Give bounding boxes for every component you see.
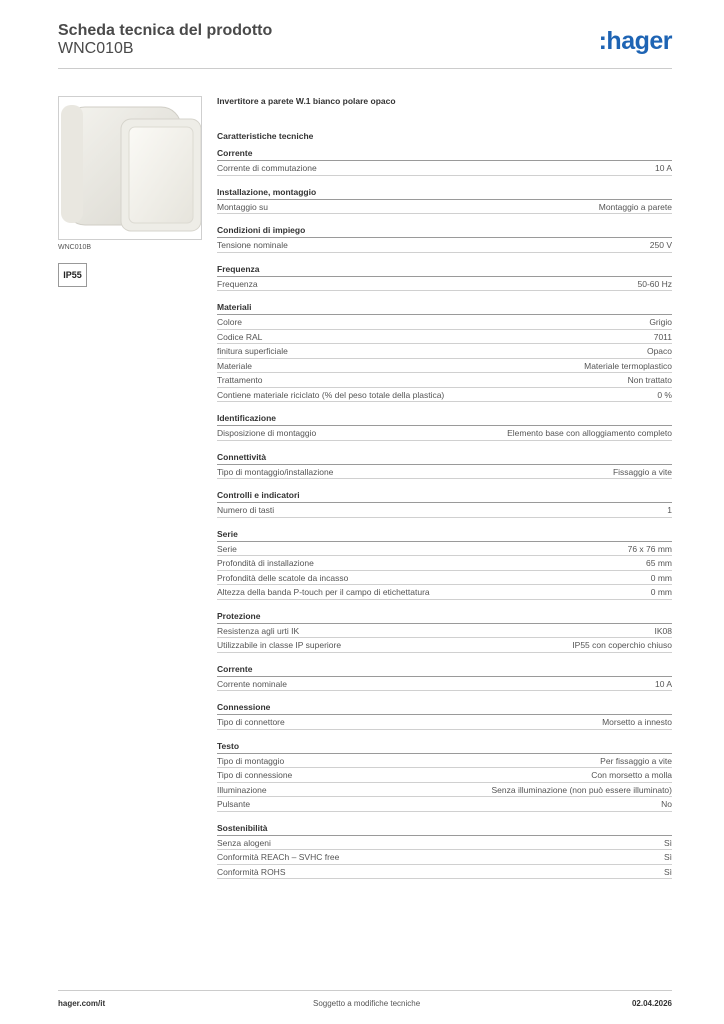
spec-row bbox=[217, 344, 672, 359]
spec-label: Trattamento bbox=[217, 375, 263, 385]
characteristics-heading: Caratteristiche tecniche bbox=[217, 131, 314, 141]
spec-value: 10 A bbox=[654, 678, 672, 689]
spec-value: 1 bbox=[667, 505, 672, 515]
spec-section bbox=[217, 740, 672, 812]
spec-section bbox=[217, 186, 672, 215]
spec-row bbox=[217, 373, 672, 388]
footer-website-link[interactable]: hager.com/it bbox=[58, 999, 106, 1008]
footer-date: 02.04.2026 bbox=[631, 999, 672, 1008]
spec-label: Tensione nominale bbox=[217, 240, 288, 250]
spec-value: No bbox=[661, 799, 672, 809]
spec-label: Profondità di installazione bbox=[217, 558, 314, 568]
section-title: Connessione bbox=[217, 701, 672, 715]
spec-section bbox=[217, 610, 672, 653]
spec-section bbox=[217, 263, 672, 292]
spec-value: 7011 bbox=[653, 331, 672, 342]
spec-value: IK08 bbox=[654, 625, 672, 636]
document-header bbox=[58, 22, 672, 69]
spec-section bbox=[217, 301, 672, 402]
spec-value: 250 V bbox=[649, 240, 672, 250]
hager-logo: :hager bbox=[598, 27, 672, 55]
spec-value: 10 A bbox=[654, 163, 672, 173]
spec-label: Numero di tasti bbox=[217, 505, 275, 515]
spec-label: Illuminazione bbox=[217, 784, 267, 795]
spec-section bbox=[217, 528, 672, 600]
spec-content bbox=[217, 95, 672, 879]
spec-row bbox=[217, 783, 672, 798]
document-title: Scheda tecnica del prodotto bbox=[58, 22, 273, 39]
section-title: Protezione bbox=[217, 610, 672, 624]
spec-label: finitura superficiale bbox=[217, 346, 288, 356]
spec-row bbox=[217, 426, 672, 441]
spec-value: Per fissaggio a vite bbox=[600, 755, 672, 766]
spec-label: Frequenza bbox=[217, 278, 258, 289]
spec-value: 50-60 Hz bbox=[637, 278, 672, 289]
spec-value: Grigio bbox=[649, 317, 672, 327]
spec-row bbox=[217, 585, 672, 600]
spec-row bbox=[217, 161, 672, 176]
spec-value: IP55 con coperchio chiuso bbox=[572, 640, 672, 650]
spec-label: Conformità ROHS bbox=[217, 866, 286, 877]
spec-section bbox=[217, 701, 672, 730]
spec-label: Corrente di commutazione bbox=[217, 163, 317, 173]
spec-row bbox=[217, 503, 672, 518]
spec-label: Serie bbox=[217, 543, 237, 554]
spec-row bbox=[217, 315, 672, 330]
spec-label: Resistenza agli urti IK bbox=[217, 625, 300, 636]
spec-row bbox=[217, 238, 672, 253]
spec-label: Conformità REACh – SVHC free bbox=[217, 852, 340, 862]
section-title: Sostenibilità bbox=[217, 822, 672, 836]
spec-label: Tipo di connettore bbox=[217, 717, 285, 727]
spec-label: Utilizzabile in classe IP superiore bbox=[217, 640, 342, 650]
spec-row bbox=[217, 465, 672, 480]
spec-section bbox=[217, 412, 672, 441]
spec-label: Contiene materiale riciclato (% del peso totale della plastica) bbox=[217, 389, 445, 400]
spec-value: 0 mm bbox=[650, 587, 672, 597]
spec-value: Opaco bbox=[646, 346, 672, 356]
section-title: Installazione, montaggio bbox=[217, 186, 672, 200]
spec-value: Sì bbox=[663, 866, 672, 877]
section-title: Controlli e indicatori bbox=[217, 489, 672, 503]
spec-value: Elemento base con alloggiamento completo bbox=[507, 428, 672, 438]
spec-section bbox=[217, 224, 672, 253]
spec-row bbox=[217, 715, 672, 730]
spec-row bbox=[217, 850, 672, 865]
spec-row bbox=[217, 865, 672, 880]
spec-row bbox=[217, 388, 672, 403]
spec-row bbox=[217, 330, 672, 345]
spec-label: Tipo di montaggio bbox=[217, 755, 285, 766]
spec-row bbox=[217, 277, 672, 292]
document-footer bbox=[58, 990, 672, 1012]
spec-section bbox=[217, 489, 672, 518]
spec-value: Senza illuminazione (non può essere illuminato) bbox=[491, 784, 672, 795]
section-title: Identificazione bbox=[217, 412, 672, 426]
spec-row bbox=[217, 624, 672, 639]
spec-label: Senza alogeni bbox=[217, 837, 271, 848]
section-title: Materiali bbox=[217, 301, 672, 315]
spec-section bbox=[217, 663, 672, 692]
spec-section bbox=[217, 822, 672, 880]
footer-disclaimer: Soggetto a modifiche tecniche bbox=[313, 999, 421, 1008]
section-title: Serie bbox=[217, 528, 672, 542]
spec-value: 0 % bbox=[657, 389, 672, 400]
spec-row bbox=[217, 359, 672, 374]
spec-row bbox=[217, 677, 672, 692]
spec-row bbox=[217, 571, 672, 586]
spec-section bbox=[217, 451, 672, 480]
spec-label: Profondità delle scatole da incasso bbox=[217, 572, 349, 583]
spec-value: Fissaggio a vite bbox=[612, 466, 672, 477]
photo-caption: WNC010B bbox=[58, 244, 92, 251]
spec-section bbox=[217, 147, 672, 176]
spec-label: Tipo di montaggio/installazione bbox=[217, 466, 334, 477]
spec-label: Pulsante bbox=[217, 799, 251, 809]
spec-value: Sì bbox=[663, 837, 672, 848]
spec-row bbox=[217, 638, 672, 653]
wall-switch-image bbox=[59, 97, 201, 239]
section-title: Condizioni di impiego bbox=[217, 224, 672, 238]
spec-value: Sì bbox=[663, 852, 672, 862]
ip-rating-badge: IP55 bbox=[58, 263, 87, 287]
spec-value: Materiale termoplastico bbox=[584, 360, 672, 371]
spec-row bbox=[217, 836, 672, 851]
spec-label: Montaggio su bbox=[217, 201, 269, 212]
section-title: Corrente bbox=[217, 663, 672, 677]
spec-label: Corrente nominale bbox=[217, 678, 287, 689]
spec-row bbox=[217, 797, 672, 812]
spec-label: Materiale bbox=[217, 360, 252, 371]
spec-label: Colore bbox=[217, 317, 243, 327]
spec-value: 76 x 76 mm bbox=[627, 543, 672, 554]
product-name: Invertitore a parete W.1 bianco polare opaco bbox=[217, 96, 396, 106]
spec-label: Codice RAL bbox=[217, 331, 263, 342]
section-title: Connettività bbox=[217, 451, 672, 465]
section-title: Testo bbox=[217, 740, 672, 754]
spec-row bbox=[217, 768, 672, 783]
spec-value: Morsetto a innesto bbox=[602, 717, 672, 727]
section-title: Corrente bbox=[217, 147, 672, 161]
spec-value: Non trattato bbox=[627, 375, 672, 385]
spec-row bbox=[217, 556, 672, 571]
spec-value: 65 mm bbox=[646, 558, 672, 568]
product-photo bbox=[58, 96, 202, 240]
section-title: Frequenza bbox=[217, 263, 672, 277]
spec-sections bbox=[217, 147, 672, 879]
product-code: WNC010B bbox=[58, 40, 134, 57]
spec-value: Montaggio a parete bbox=[598, 201, 672, 212]
spec-value: Con morsetto a molla bbox=[591, 770, 672, 780]
spec-row bbox=[217, 542, 672, 557]
spec-value: 0 mm bbox=[650, 572, 672, 583]
spec-label: Disposizione di montaggio bbox=[217, 428, 317, 438]
spec-row bbox=[217, 200, 672, 215]
spec-label: Tipo di connessione bbox=[217, 770, 293, 780]
spec-label: Altezza della banda P-touch per il campo di etichettatura bbox=[217, 587, 430, 597]
spec-row bbox=[217, 754, 672, 769]
